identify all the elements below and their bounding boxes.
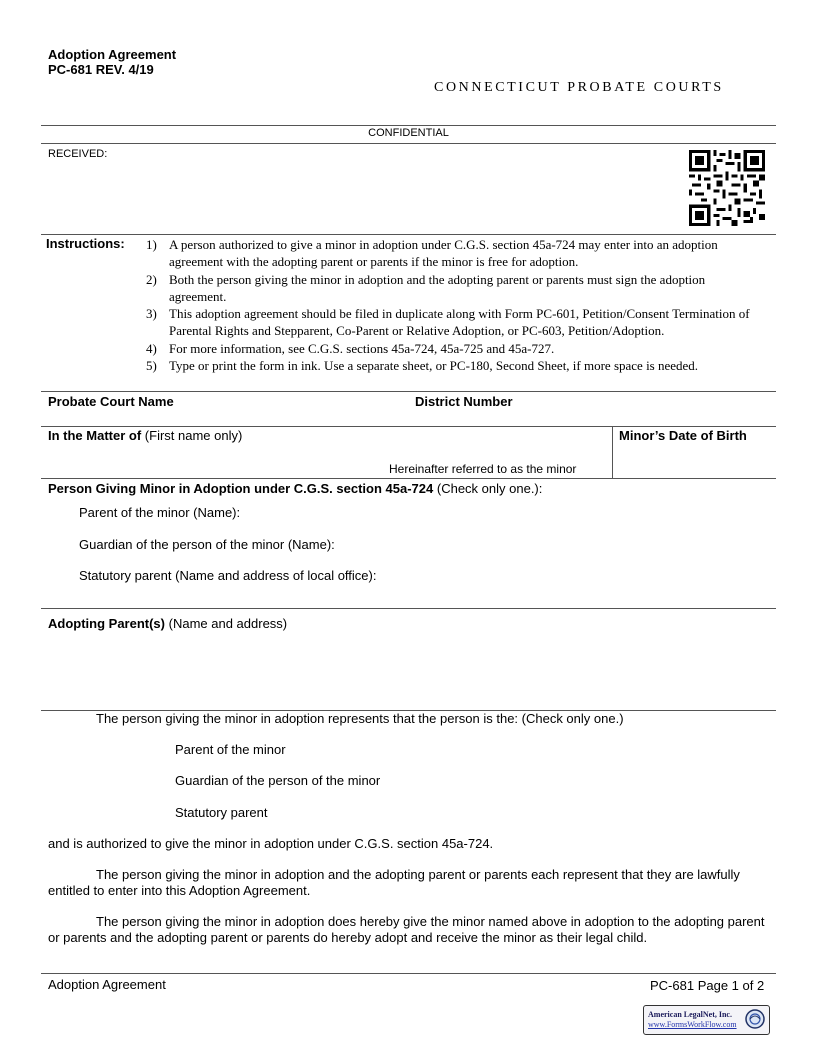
divider <box>41 234 776 235</box>
footer-form-title: Adoption Agreement <box>48 977 166 992</box>
form-number: PC-681 REV. 4/19 <box>48 62 154 77</box>
instruction-item <box>146 236 758 271</box>
instruction-text: This adoption agreement should be filed in duplicate along with Form PC-601, Petition/Consent Termination of Parental Rights and Stepparent, Co-Parent or Relative Adoption, or PC-603, Petition/Adoption. <box>169 306 750 339</box>
instruction-item <box>146 271 758 306</box>
person-giving-heading-bold: Person Giving Minor in Adoption under C.G.S. section 45a-724 <box>48 481 434 496</box>
column-divider <box>612 426 613 478</box>
form-title-block <box>48 47 176 77</box>
instruction-text: Both the person giving the minor in adoption and the adopting parent or parents must sign the adoption agreement. <box>169 271 706 304</box>
instructions-label: Instructions: <box>46 236 125 251</box>
instruction-number: 5) <box>146 358 157 374</box>
instruction-text: Type or print the form in ink. Use a separate sheet, or PC-180, Second Sheet, if more space is needed. <box>169 358 699 374</box>
represents-option-guardian[interactable]: Guardian of the person of the minor <box>175 773 381 788</box>
instructions-list <box>146 236 758 374</box>
authorized-statement: and is authorized to give the minor in adoption under C.G.S. section 45a-724. <box>48 836 494 851</box>
instruction-text: A person authorized to give a minor in adoption under C.G.S. section 45a-724 may enter into an adoption agreement with the adopting parent or parents if the minor is free for adoption. <box>169 237 718 270</box>
brand-url[interactable]: www.FormsWorkFlow.com <box>648 1020 737 1029</box>
person-giving-heading <box>48 481 542 496</box>
represents-option-parent[interactable]: Parent of the minor <box>175 742 286 757</box>
option-parent-of-minor[interactable]: Parent of the minor (Name): <box>79 505 241 520</box>
probate-court-name-field[interactable]: Probate Court Name <box>48 394 174 409</box>
instruction-item <box>146 305 758 340</box>
court-name: CONNECTICUT PROBATE COURTS <box>434 80 724 95</box>
instruction-text: For more information, see C.G.S. sections 45a-724, 45a-725 and 45a-727. <box>169 340 555 356</box>
qr-code-icon <box>689 150 765 226</box>
represents-intro: The person giving the minor in adoption represents that the person is the: (Check only one.) <box>96 711 624 726</box>
adopting-parents-hint: (Name and address) <box>168 616 288 631</box>
instruction-item <box>146 357 758 374</box>
matter-of-hint: (First name only) <box>144 428 243 443</box>
divider <box>41 478 776 479</box>
represents-option-statutory[interactable]: Statutory parent <box>175 805 268 820</box>
option-guardian[interactable]: Guardian of the person of the minor (Name): <box>79 537 335 552</box>
instruction-number: 1) <box>146 237 157 252</box>
americanlegalnet-badge[interactable] <box>643 1005 770 1035</box>
instruction-number: 4) <box>146 340 157 356</box>
matter-of-label: In the Matter of <box>48 428 142 443</box>
person-giving-heading-hint: (Check only one.): <box>436 481 543 496</box>
instruction-item <box>146 340 758 357</box>
divider <box>41 143 776 144</box>
lawful-entitlement-paragraph: The person giving the minor in adoption and the adopting parent or parents each represent that they are lawfully entitled to enter into this Adoption Agreement. <box>48 867 740 898</box>
minor-dob-field[interactable]: Minor’s Date of Birth <box>619 428 747 443</box>
received-label: RECEIVED: <box>48 148 108 160</box>
divider <box>41 608 776 609</box>
divider <box>41 426 776 427</box>
divider <box>41 391 776 392</box>
give-minor-paragraph: The person giving the minor in adoption does hereby give the minor named above in adoption to the adopting parent or parents and the adopting parent or parents do hereby adopt and receive the minor as their legal child. <box>48 914 765 945</box>
form-title: Adoption Agreement <box>48 47 177 62</box>
footer-divider <box>41 973 776 974</box>
instruction-number: 3) <box>146 306 157 322</box>
matter-of-field[interactable] <box>48 428 242 443</box>
divider <box>41 125 776 126</box>
brand-name: American LegalNet, Inc. <box>648 1010 732 1019</box>
adopting-parents-label: Adopting Parent(s) <box>48 616 165 631</box>
district-number-field[interactable]: District Number <box>415 394 513 409</box>
instruction-number: 2) <box>146 271 157 287</box>
confidential-label: CONFIDENTIAL <box>368 127 449 139</box>
option-statutory-parent[interactable]: Statutory parent (Name and address of local office): <box>79 568 377 583</box>
adopting-parents-field[interactable] <box>48 616 287 631</box>
footer-page-number: PC-681 Page 1 of 2 <box>650 978 765 993</box>
hereinafter-label: Hereinafter referred to as the minor <box>389 462 577 476</box>
globe-seal-icon <box>745 1009 765 1029</box>
